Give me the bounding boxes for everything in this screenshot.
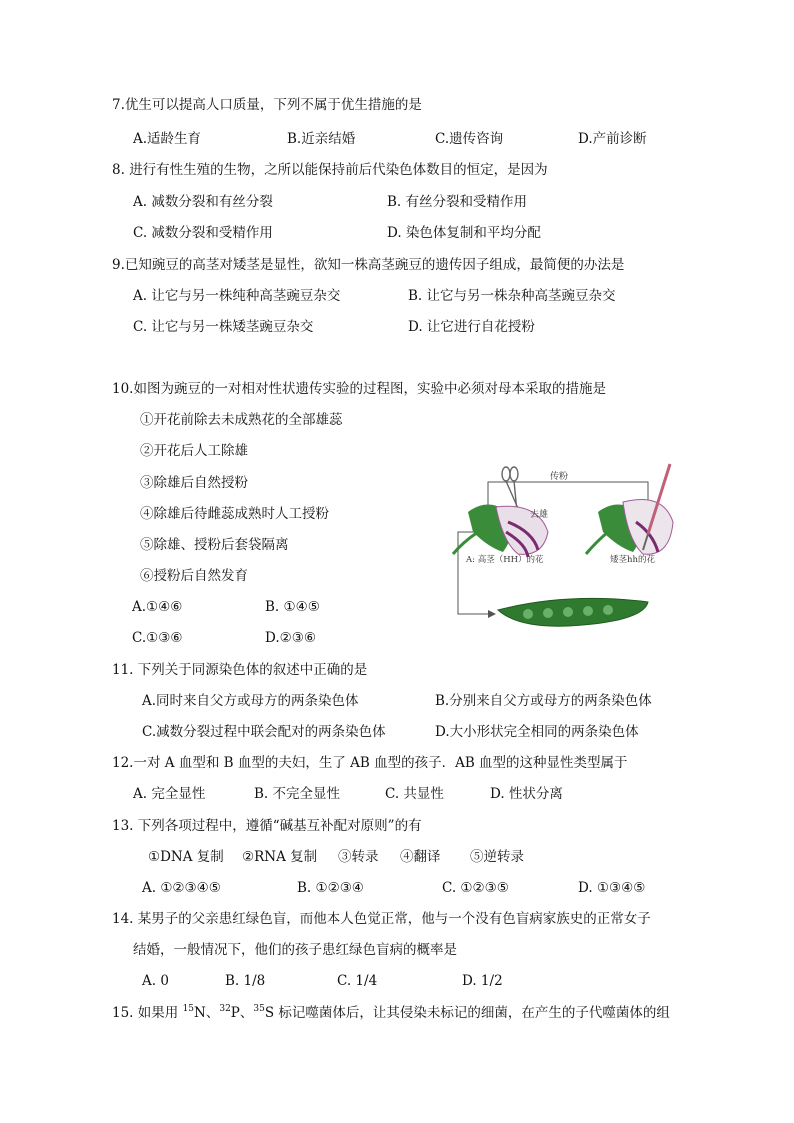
measure-2: ②开花后人工除雄 <box>140 443 248 459</box>
question-8-option-d[interactable]: D. 染色体复制和平均分配 <box>387 225 541 241</box>
question-14-option-c[interactable]: C. 1/4 <box>337 973 378 989</box>
question-10-stem: 10.如图为豌豆的一对相对性状遗传实验的过程图，实验中必须对母本采取的措施是 <box>112 381 606 397</box>
question-8-stem: 8. 进行有性生殖的生物，之所以能保持前后代染色体数目的恒定，是因为 <box>112 162 548 178</box>
question-13-option-c[interactable]: C. ①②③⑤ <box>442 880 509 896</box>
figure-label-emasculation: 去雄 <box>530 510 549 520</box>
question-14-option-d[interactable]: D. 1/2 <box>462 973 503 989</box>
question-10-option-d[interactable]: D.②③⑥ <box>265 630 316 646</box>
figure-label-pollination: 传粉 <box>550 472 569 482</box>
process-item-5: ⑤逆转录 <box>470 849 524 865</box>
question-10-option-b[interactable]: B. ①④⑤ <box>265 599 320 615</box>
question-11-option-c[interactable]: C.减数分裂过程中联会配对的两条染色体 <box>142 724 386 740</box>
question-13-option-d[interactable]: D. ①③④⑤ <box>578 880 646 896</box>
question-9-stem: 9.已知豌豆的高茎对矮茎是显性，欲知一株高茎豌豆的遗传因子组成，最简便的办法是 <box>112 257 625 273</box>
question-number: 7. <box>112 97 125 113</box>
question-9-option-c[interactable]: C. 让它与另一株矮茎豌豆杂交 <box>133 319 314 335</box>
figure-label-tall: A: 高茎（HH）的花 <box>466 555 544 565</box>
measure-1: ①开花前除去未成熟花的全部雄蕊 <box>140 412 343 428</box>
question-11-option-a[interactable]: A.同时来自父方或母方的两条染色体 <box>142 693 359 709</box>
question-11-stem: 11. 下列关于同源染色体的叙述中正确的是 <box>112 662 368 678</box>
question-12-option-c[interactable]: C. 共显性 <box>385 786 444 802</box>
question-7-option-b[interactable]: B.近亲结婚 <box>287 131 356 147</box>
process-item-1: ①DNA 复制 <box>148 849 224 865</box>
process-item-4: ④翻译 <box>400 849 441 865</box>
arrow-head-icon <box>488 610 496 618</box>
question-15-stem: 15. 如果用 $^{15}$N、$^{32}$P、$^{35}$S 标记噬菌体后，让其侵染未标记的细菌，在产生的子代噬菌体的组 <box>112 1004 670 1021</box>
measure-5: ⑤除雄、授粉后套袋隔离 <box>140 537 289 553</box>
question-14-stem-continued: 结婚，一般情况下，他们的孩子患红绿色盲病的概率是 <box>133 942 457 958</box>
question-12-option-b[interactable]: B. 不完全显性 <box>254 786 341 802</box>
question-8-option-a[interactable]: A. 减数分裂和有丝分裂 <box>133 194 273 210</box>
question-13-option-b[interactable]: B. ①②③④ <box>297 880 364 896</box>
question-14-option-b[interactable]: B. 1/8 <box>225 973 266 989</box>
dwarf-flower-icon <box>586 500 673 555</box>
question-12-stem: 12.一对 A 血型和 B 血型的夫妇，生了 AB 血型的孩子．AB 血型的这种显性类型属于 <box>112 755 628 771</box>
measure-4: ④除雄后待雌蕊成熟时人工授粉 <box>140 506 329 522</box>
measure-3: ③除雄后自然授粉 <box>140 475 248 491</box>
question-13-stem: 13. 下列各项过程中，遵循“碱基互补配对原则”的有 <box>112 818 422 834</box>
question-14-stem: 14. 某男子的父亲患红绿色盲，而他本人色觉正常，他与一个没有色盲病家族史的正常女子 <box>112 911 651 927</box>
pea-hybridization-figure <box>448 462 696 630</box>
question-7-option-d[interactable]: D.产前诊断 <box>578 131 647 147</box>
pea-pod-icon <box>498 598 648 626</box>
question-10-option-c[interactable]: C.①③⑥ <box>132 630 183 646</box>
question-9-option-b[interactable]: B. 让它与另一株杂种高茎豌豆杂交 <box>408 288 616 304</box>
question-7-option-a[interactable]: A.适龄生育 <box>133 131 202 147</box>
question-9-option-d[interactable]: D. 让它进行自花授粉 <box>408 319 535 335</box>
question-8-option-b[interactable]: B. 有丝分裂和受精作用 <box>387 194 528 210</box>
question-7-stem: 7.优生可以提高人口质量，下列不属于优生措施的是 <box>112 97 422 113</box>
measure-6: ⑥授粉后自然发育 <box>140 568 248 584</box>
process-item-3: ③转录 <box>338 849 379 865</box>
question-11-option-b[interactable]: B.分别来自父方或母方的两条染色体 <box>435 693 652 709</box>
question-13-option-a[interactable]: A. ①②③④⑤ <box>142 880 221 896</box>
question-11-option-d[interactable]: D.大小形状完全相同的两条染色体 <box>435 724 639 740</box>
question-12-option-d[interactable]: D. 性状分离 <box>490 786 563 802</box>
question-8-option-c[interactable]: C. 减数分裂和受精作用 <box>133 225 273 241</box>
process-item-2: ②RNA 复制 <box>242 849 318 865</box>
question-12-option-a[interactable]: A. 完全显性 <box>133 786 206 802</box>
question-14-option-a[interactable]: A. 0 <box>142 973 169 989</box>
figure-label-dwarf: 矮茎hh的花 <box>610 555 655 565</box>
question-10-option-a[interactable]: A.①④⑥ <box>132 599 183 615</box>
question-9-option-a[interactable]: A. 让它与另一株纯种高茎豌豆杂交 <box>133 288 341 304</box>
question-7-option-c[interactable]: C.遗传咨询 <box>435 131 504 147</box>
